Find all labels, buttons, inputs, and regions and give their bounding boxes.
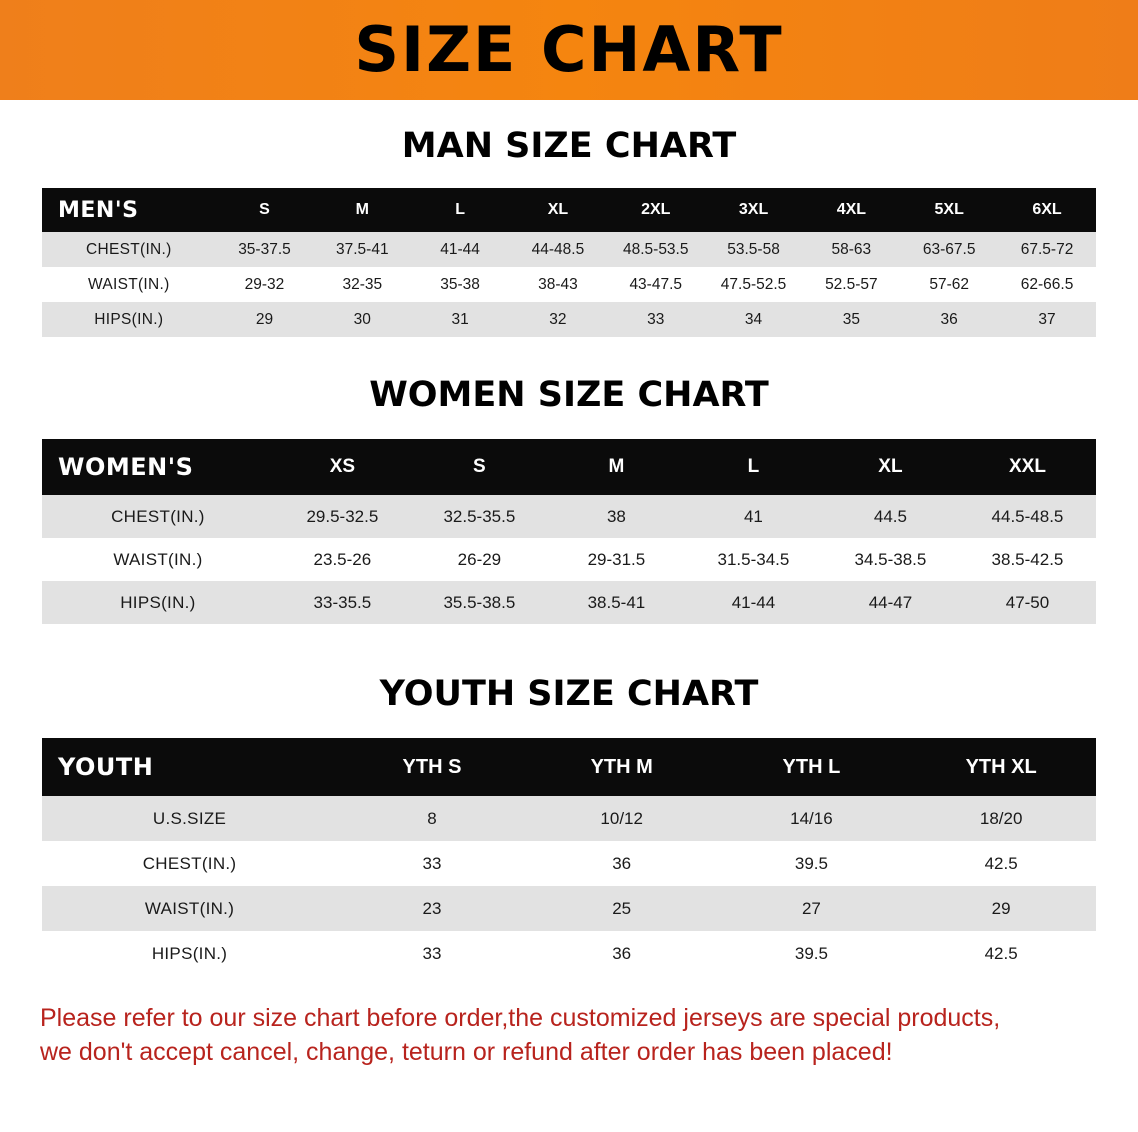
youth-cell: 29 — [906, 886, 1096, 931]
man-col-header: XL — [509, 188, 607, 232]
man-cell: 48.5-53.5 — [607, 232, 705, 267]
man-col-header: S — [216, 188, 314, 232]
women-cell: 23.5-26 — [274, 538, 411, 581]
table-header-row — [42, 439, 1096, 495]
youth-row-label: HIPS(IN.) — [42, 931, 337, 976]
women-col-header: M — [548, 439, 685, 495]
man-cell: 32 — [509, 302, 607, 337]
man-cell: 36 — [900, 302, 998, 337]
man-cell: 37.5-41 — [313, 232, 411, 267]
man-corner-label: MEN'S — [42, 188, 216, 232]
man-col-header: 5XL — [900, 188, 998, 232]
table-row — [42, 495, 1096, 538]
youth-size-table — [42, 738, 1096, 976]
women-table-header — [42, 439, 1096, 495]
man-table-header — [42, 188, 1096, 232]
page-title: SIZE CHART — [354, 13, 784, 86]
man-cell: 32-35 — [313, 267, 411, 302]
women-section-title: WOMEN SIZE CHART — [369, 375, 769, 415]
man-cell: 63-67.5 — [900, 232, 998, 267]
youth-row-label: U.S.SIZE — [42, 796, 337, 841]
youth-row-label: WAIST(IN.) — [42, 886, 337, 931]
youth-cell: 39.5 — [717, 931, 907, 976]
women-cell: 47-50 — [959, 581, 1096, 624]
man-row-label: CHEST(IN.) — [42, 232, 216, 267]
man-table-wrapper — [0, 188, 1138, 337]
women-cell: 41 — [685, 495, 822, 538]
youth-col-header: YTH L — [717, 738, 907, 796]
women-cell: 29-31.5 — [548, 538, 685, 581]
youth-cell: 42.5 — [906, 931, 1096, 976]
table-row — [42, 796, 1096, 841]
man-cell: 30 — [313, 302, 411, 337]
man-cell: 53.5-58 — [705, 232, 803, 267]
youth-section-title: YOUTH SIZE CHART — [379, 674, 759, 714]
women-row-label: CHEST(IN.) — [42, 495, 274, 538]
women-cell: 38.5-42.5 — [959, 538, 1096, 581]
youth-cell: 10/12 — [527, 796, 717, 841]
man-cell: 57-62 — [900, 267, 998, 302]
man-cell: 43-47.5 — [607, 267, 705, 302]
youth-cell: 8 — [337, 796, 527, 841]
man-section-title: MAN SIZE CHART — [401, 126, 737, 166]
youth-table-wrapper — [0, 738, 1138, 976]
women-cell: 31.5-34.5 — [685, 538, 822, 581]
youth-cell: 33 — [337, 841, 527, 886]
youth-cell: 39.5 — [717, 841, 907, 886]
women-cell: 35.5-38.5 — [411, 581, 548, 624]
table-row — [42, 886, 1096, 931]
women-cell: 33-35.5 — [274, 581, 411, 624]
disclaimer-note — [40, 1002, 1098, 1070]
women-table-wrapper — [0, 439, 1138, 624]
women-cell: 41-44 — [685, 581, 822, 624]
women-col-header: S — [411, 439, 548, 495]
women-row-label: WAIST(IN.) — [42, 538, 274, 581]
man-col-header: 3XL — [705, 188, 803, 232]
disclaimer-line-2: we don't accept cancel, change, teturn or refund after order has been placed! — [40, 1037, 893, 1066]
man-col-header: M — [313, 188, 411, 232]
youth-cell: 42.5 — [906, 841, 1096, 886]
youth-cell: 23 — [337, 886, 527, 931]
youth-col-header: YTH XL — [906, 738, 1096, 796]
women-col-header: L — [685, 439, 822, 495]
man-cell: 34 — [705, 302, 803, 337]
man-size-table — [42, 188, 1096, 337]
man-cell: 35-37.5 — [216, 232, 314, 267]
man-col-header: 4XL — [802, 188, 900, 232]
women-cell: 26-29 — [411, 538, 548, 581]
youth-cell: 27 — [717, 886, 907, 931]
women-row-label: HIPS(IN.) — [42, 581, 274, 624]
women-col-header: XS — [274, 439, 411, 495]
man-table-body — [42, 232, 1096, 337]
women-cell: 34.5-38.5 — [822, 538, 959, 581]
table-header-row — [42, 738, 1096, 796]
youth-cell: 36 — [527, 931, 717, 976]
women-col-header: XL — [822, 439, 959, 495]
women-cell: 44.5 — [822, 495, 959, 538]
man-cell: 37 — [998, 302, 1096, 337]
man-cell: 52.5-57 — [802, 267, 900, 302]
women-size-table — [42, 439, 1096, 624]
man-cell: 29-32 — [216, 267, 314, 302]
women-corner-label: WOMEN'S — [42, 439, 274, 495]
youth-row-label: CHEST(IN.) — [42, 841, 337, 886]
women-cell: 29.5-32.5 — [274, 495, 411, 538]
women-cell: 44-47 — [822, 581, 959, 624]
banner — [0, 0, 1138, 100]
man-cell: 31 — [411, 302, 509, 337]
table-header-row — [42, 188, 1096, 232]
man-cell: 47.5-52.5 — [705, 267, 803, 302]
table-row — [42, 841, 1096, 886]
table-row — [42, 581, 1096, 624]
table-row — [42, 302, 1096, 337]
man-cell: 35-38 — [411, 267, 509, 302]
youth-col-header: YTH S — [337, 738, 527, 796]
table-row — [42, 538, 1096, 581]
man-cell: 41-44 — [411, 232, 509, 267]
man-cell: 38-43 — [509, 267, 607, 302]
man-cell: 44-48.5 — [509, 232, 607, 267]
man-cell: 29 — [216, 302, 314, 337]
women-cell: 38 — [548, 495, 685, 538]
man-cell: 67.5-72 — [998, 232, 1096, 267]
man-cell: 35 — [802, 302, 900, 337]
man-cell: 58-63 — [802, 232, 900, 267]
youth-cell: 25 — [527, 886, 717, 931]
man-row-label: HIPS(IN.) — [42, 302, 216, 337]
youth-table-header — [42, 738, 1096, 796]
man-cell: 62-66.5 — [998, 267, 1096, 302]
women-cell: 44.5-48.5 — [959, 495, 1096, 538]
man-cell: 33 — [607, 302, 705, 337]
youth-cell: 36 — [527, 841, 717, 886]
women-cell: 32.5-35.5 — [411, 495, 548, 538]
youth-cell: 14/16 — [717, 796, 907, 841]
women-cell: 38.5-41 — [548, 581, 685, 624]
man-col-header: 6XL — [998, 188, 1096, 232]
table-row — [42, 931, 1096, 976]
women-col-header: XXL — [959, 439, 1096, 495]
disclaimer-line-1: Please refer to our size chart before order,the customized jerseys are special products, — [40, 1004, 1001, 1032]
youth-col-header: YTH M — [527, 738, 717, 796]
youth-cell: 18/20 — [906, 796, 1096, 841]
man-col-header: 2XL — [607, 188, 705, 232]
man-row-label: WAIST(IN.) — [42, 267, 216, 302]
table-row — [42, 267, 1096, 302]
youth-corner-label: YOUTH — [42, 738, 337, 796]
youth-table-body — [42, 796, 1096, 976]
women-table-body — [42, 495, 1096, 624]
man-col-header: L — [411, 188, 509, 232]
youth-cell: 33 — [337, 931, 527, 976]
table-row — [42, 232, 1096, 267]
